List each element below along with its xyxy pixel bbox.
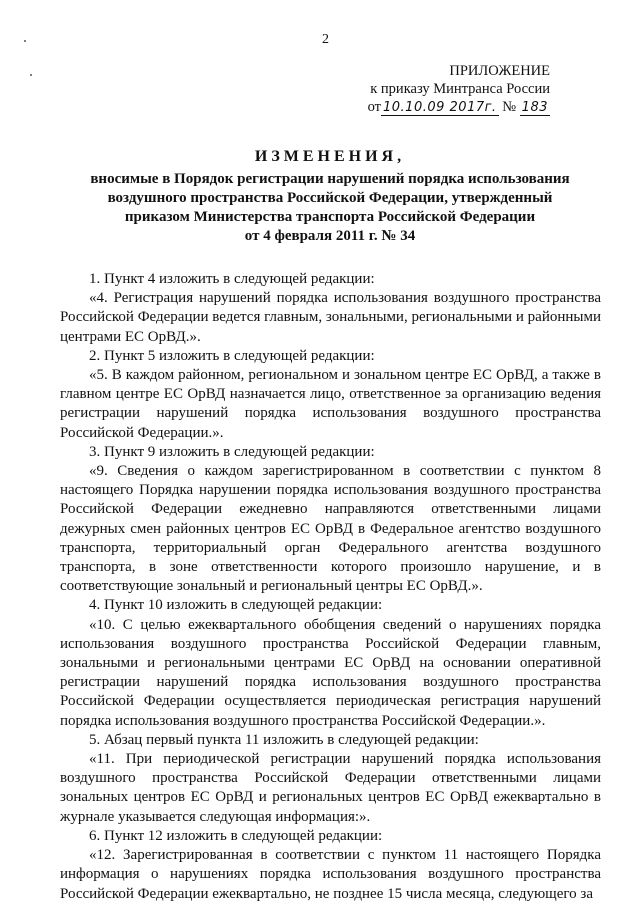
appendix-header <box>368 62 550 117</box>
body-paragraph: «12. Зарегистрированная в соответствии с пунктом 11 настоящего Порядка информация о нарушениях порядка использования воздушного пространства Российской Федерации ежеквартально, не позднее 15 числа месяца, следующего за <box>60 847 601 902</box>
appendix-title: ПРИЛОЖЕНИЕ <box>449 63 550 79</box>
body-paragraph: «5. В каждом районном, региональном и зональном центре ЕС ОрВД, а также в главном центре ЕС ОрВД назначается лицо, ответственное за организацию ведения регистрации нарушений порядка использования воздушного пространства Российской Федерации.». <box>60 367 601 441</box>
heading-line-3: приказом Министерства транспорта Российской Федерации <box>124 209 536 225</box>
handwritten-number: 183 <box>521 100 548 115</box>
body-paragraph: 3. Пункт 9 изложить в следующей редакции: <box>89 443 375 460</box>
appendix-date-line <box>368 98 550 117</box>
page-number: 2 <box>322 32 329 47</box>
document-heading <box>60 148 600 246</box>
heading-line-4: от 4 февраля 2011 г. № 34 <box>244 228 416 244</box>
body-paragraph: 1. Пункт 4 изложить в следующей редакции: <box>89 271 375 287</box>
scan-speck <box>30 74 32 76</box>
body-paragraph: «9. Сведения о каждом зарегистрированном в соответствии с пунктом 8 настоящего Порядка нарушении порядка использования воздушного пространства Российской Федерации ежедневно направляются ответственными лицами дежурных смен районных центров ЕС ОрВД в Федеральное агентство воздушного транспорта, территориальный орган Федерального агентства воздушного транспорта, в зоне ответственности которого произошло нарушение, и в соответствующие зональный и региональный центры ЕС ОрВД.». <box>60 463 601 595</box>
body-paragraph: 5. Абзац первый пункта 11 изложить в следующей редакции: <box>89 731 479 748</box>
scan-speck <box>24 40 26 42</box>
body-paragraph: «10. С целью ежеквартального обобщения сведений о нарушениях порядка использования воздушного пространства Российской Федерации главным, зональными и региональными центрами ЕС ОрВД на основании оперативной регистрации нарушений порядка использования воздушного пространства Российской Федерации осуществляется периодическая регистрация нарушений порядка использования воздушного пространства Российской Федерации.». <box>60 616 601 729</box>
appendix-order-line: к приказу Минтранса России <box>370 81 550 97</box>
body-paragraph: 4. Пункт 10 изложить в следующей редакции: <box>89 597 383 614</box>
body-paragraph: «4. Регистрация нарушений порядка использования воздушного пространства Российской Федерации ведется главным, зональными, региональными и районными центрами ЕС ОрВД.». <box>60 290 601 345</box>
number-label: № <box>502 99 517 115</box>
body-paragraph: 2. Пункт 5 изложить в следующей редакции: <box>89 347 375 364</box>
body-paragraph: «11. При периодической регистрации нарушений порядка использования воздушного пространства Российской Федерации ответственными лицами зональных центров ЕС ОрВД и региональных центров ЕС ОрВД ежеквартально в журнале указывается следующая информация:». <box>60 751 601 825</box>
handwritten-date: 10.10.09 2017г. <box>383 100 497 115</box>
from-label: от <box>367 99 381 115</box>
body-paragraph: 6. Пункт 12 изложить в следующей редакции: <box>89 827 383 844</box>
heading-line-2: воздушного пространства Российской Федерации, утвержденный <box>107 190 553 206</box>
document-body <box>60 270 601 904</box>
heading-title: ИЗМЕНЕНИЯ, <box>254 148 406 165</box>
heading-line-1: вносимые в Порядок регистрации нарушений порядка использования <box>90 171 570 187</box>
